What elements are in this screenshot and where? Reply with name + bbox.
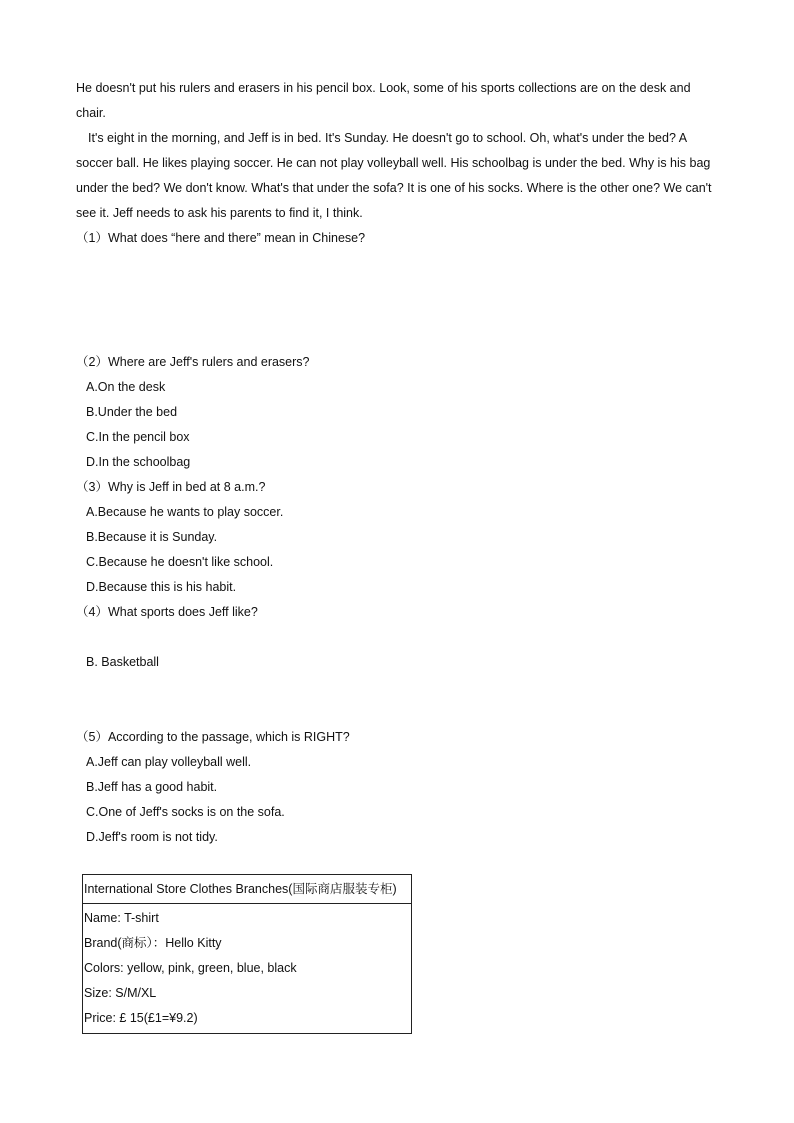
reading-passage [76,76,724,226]
question-number: （4） [76,605,108,619]
table-row: Name: T-shirt [84,911,159,925]
question-number: （5） [76,730,108,744]
question-text: What sports does Jeff like? [107,605,258,619]
store-info-table [82,874,412,1034]
table-row: Price: £ 15(£1=¥9.2) [84,1011,198,1025]
option-c: C.In the pencil box [86,430,190,444]
option-d: D.Jeff's room is not tidy. [86,830,218,844]
option-b: B.Because it is Sunday. [86,530,218,544]
question-4 [76,600,258,625]
question-number: （1） [76,231,108,245]
option-b: B.Jeff has a good habit. [86,780,218,794]
option-b: B.Under the bed [86,405,178,419]
table-row: Colors: yellow, pink, green, blue, black [84,961,297,975]
table-row: Size: S/M/XL [84,986,157,1000]
question-number: （3） [76,480,108,494]
passage-line: He doesn't put his rulers and erasers in his pencil box. Look, some of his sports collections are on the desk and [76,81,691,95]
question-3 [76,475,265,500]
question-text: According to the passage, which is RIGHT? [107,730,350,744]
question-number: （2） [76,355,108,369]
passage-paragraph: It's eight in the morning, and Jeff is in bed. It's Sunday. He doesn't go to school. Oh, what's under the bed? A soccer ball. He likes playing soccer. He can not play volleyball well. His schoolbag is under the bed. Why is his bag under the bed? We don't know. What's that under the sofa? It is one of his socks. Where is the other one? We can't see it. Jeff needs to ask his parents to find it, I think. [76,131,712,220]
table-row: Brand(商标）：Hello Kitty [84,936,222,950]
option-c: C.Because he doesn't like school. [86,555,274,569]
option-a: A.Jeff can play volleyball well. [86,755,252,769]
table-header: International Store Clothes Branches(国际商店服装专柜) [83,875,412,904]
question-text: Where are Jeff's rulers and erasers? [107,355,310,369]
question-2 [76,350,310,375]
question-5 [76,725,350,750]
option-d: D.In the schoolbag [86,455,191,469]
option-a: A.Because he wants to play soccer. [86,505,284,519]
option-a: A.On the desk [86,380,166,394]
option-c: C.One of Jeff's socks is on the sofa. [86,805,285,819]
option-b: B. Basketball [86,655,159,669]
option-d: D.Because this is his habit. [86,580,237,594]
question-1 [76,226,365,251]
question-text: Why is Jeff in bed at 8 a.m.? [107,480,266,494]
passage-line: chair. [76,106,106,120]
question-text: What does “here and there” mean in Chinese? [107,231,366,245]
